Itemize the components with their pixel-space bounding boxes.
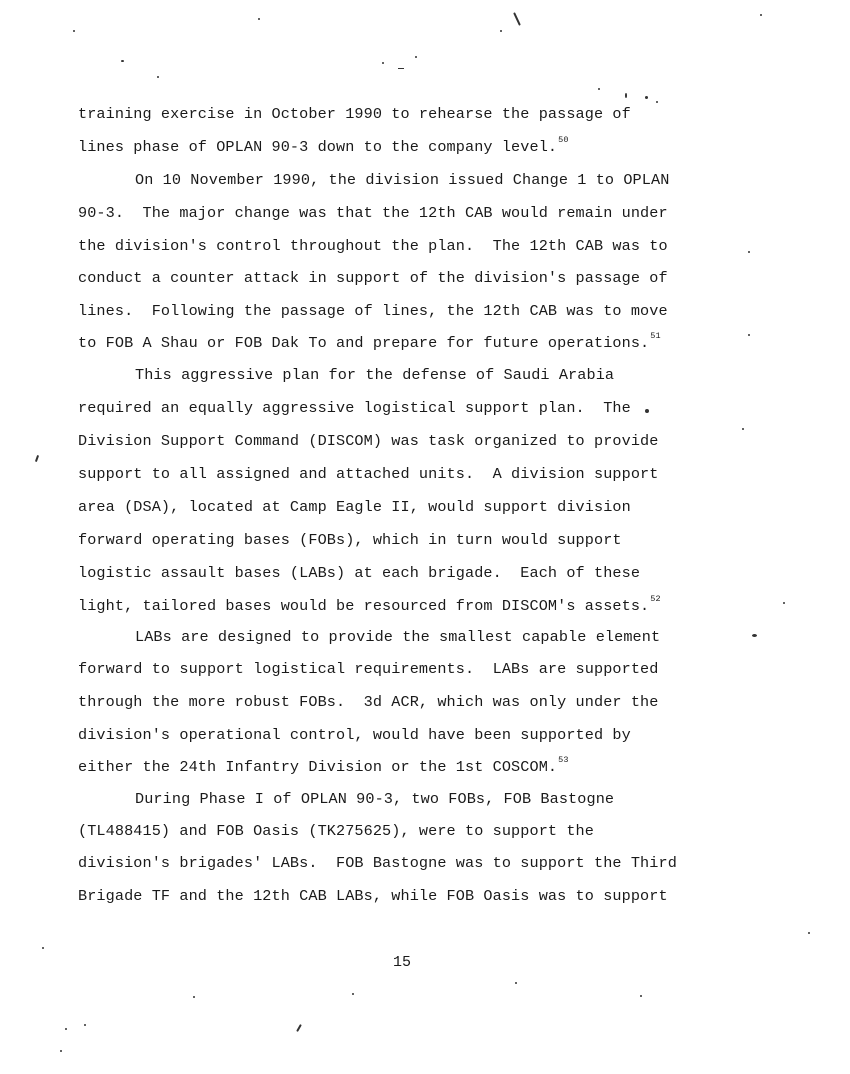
text-line: [78, 398, 631, 418]
text-line: [78, 530, 622, 550]
line-text: 90-3. The major change was that the 12th CAB would remain under: [78, 204, 668, 222]
text-line: [135, 365, 614, 385]
scan-speck: [640, 995, 642, 997]
scan-speck: [382, 62, 384, 64]
scan-speck: [500, 30, 502, 32]
line-text: This aggressive plan for the defense of Saudi Arabia: [135, 366, 615, 384]
text-line: [78, 301, 668, 321]
line-text: logistic assault bases (LABs) at each brigade. Each of these: [78, 564, 641, 582]
line-text: forward to support logistical requirements. LABs are supported: [78, 660, 659, 678]
text-line: [78, 725, 631, 745]
scan-speck: [42, 947, 44, 949]
scan-speck: [760, 14, 762, 16]
scan-speck: [656, 101, 658, 103]
line-text: On 10 November 1990, the division issued Change 1 to OPLAN: [135, 171, 670, 189]
text-line: [78, 236, 668, 256]
scan-speck: [121, 60, 124, 62]
line-text: LABs are designed to provide the smallest capable element: [135, 628, 661, 646]
scan-speck: [645, 409, 649, 413]
line-text: conduct a counter attack in support of the division's passage of: [78, 269, 668, 287]
line-text: division's brigades' LABs. FOB Bastogne was to support the Third: [78, 854, 677, 872]
scan-speck: [783, 602, 785, 604]
line-text: division's operational control, would have been supported by: [78, 726, 631, 744]
text-line: [78, 268, 668, 288]
line-text: light, tailored bases would be resourced from DISCOM's assets.: [78, 597, 650, 615]
scan-speck: [193, 996, 195, 998]
page-number: 15: [393, 954, 412, 971]
line-text: to FOB A Shau or FOB Dak To and prepare for future operations.: [78, 334, 650, 352]
text-line: [78, 137, 569, 159]
scan-speck: [742, 428, 744, 430]
text-line: [78, 821, 594, 841]
text-line: [78, 104, 631, 124]
text-line: [78, 853, 677, 873]
scan-speck: [60, 1050, 62, 1052]
scan-speck: [296, 1024, 302, 1032]
footnote-marker: 51: [650, 331, 661, 341]
scan-speck: [515, 982, 517, 984]
line-text: required an equally aggressive logistical support plan. The: [78, 399, 631, 417]
text-line: [78, 886, 668, 906]
text-line: [135, 789, 614, 809]
scan-speck: [398, 68, 404, 69]
scan-speck: [65, 1028, 67, 1030]
scan-speck: [352, 993, 354, 995]
scan-speck: [513, 12, 521, 26]
scan-speck: [598, 88, 600, 90]
line-text: the division's control throughout the plan. The 12th CAB was to: [78, 237, 668, 255]
text-line: [135, 627, 660, 647]
text-line: [78, 563, 640, 583]
scan-speck: [73, 30, 75, 32]
footnote-marker: 53: [558, 755, 569, 765]
text-line: [78, 431, 658, 451]
line-text: lines phase of OPLAN 90-3 down to the company level.: [78, 138, 558, 156]
line-text: Division Support Command (DISCOM) was task organized to provide: [78, 432, 659, 450]
footnote-marker: 52: [650, 594, 661, 604]
scan-speck: [748, 334, 750, 336]
scan-speck: [258, 18, 260, 20]
line-text: through the more robust FOBs. 3d ACR, which was only under the: [78, 693, 659, 711]
line-text: support to all assigned and attached units. A division support: [78, 465, 659, 483]
text-line: [78, 464, 658, 484]
scan-speck: [84, 1024, 86, 1026]
line-text: Brigade TF and the 12th CAB LABs, while FOB Oasis was to support: [78, 887, 668, 905]
text-line: [78, 757, 569, 779]
text-line: [78, 596, 661, 618]
text-line: [135, 170, 669, 190]
text-line: [78, 497, 631, 517]
scan-speck: [625, 93, 627, 98]
scan-speck: [752, 634, 757, 637]
scan-speck: [157, 76, 159, 78]
line-text: training exercise in October 1990 to rehearse the passage of: [78, 105, 631, 123]
scan-speck: [808, 932, 810, 934]
line-text: (TL488415) and FOB Oasis (TK275625), were to support the: [78, 822, 594, 840]
line-text: During Phase I of OPLAN 90-3, two FOBs, FOB Bastogne: [135, 790, 615, 808]
scan-speck: [35, 455, 39, 462]
text-line: [78, 659, 658, 679]
scan-speck: [748, 251, 750, 253]
text-line: [78, 692, 658, 712]
line-text: lines. Following the passage of lines, the 12th CAB was to move: [78, 302, 668, 320]
scan-speck: [645, 96, 648, 99]
scan-speck: [415, 56, 417, 58]
text-line: [78, 203, 668, 223]
text-line: [78, 333, 661, 355]
line-text: either the 24th Infantry Division or the 1st COSCOM.: [78, 758, 558, 776]
line-text: area (DSA), located at Camp Eagle II, would support division: [78, 498, 631, 516]
footnote-marker: 50: [558, 135, 569, 145]
line-text: forward operating bases (FOBs), which in turn would support: [78, 531, 622, 549]
